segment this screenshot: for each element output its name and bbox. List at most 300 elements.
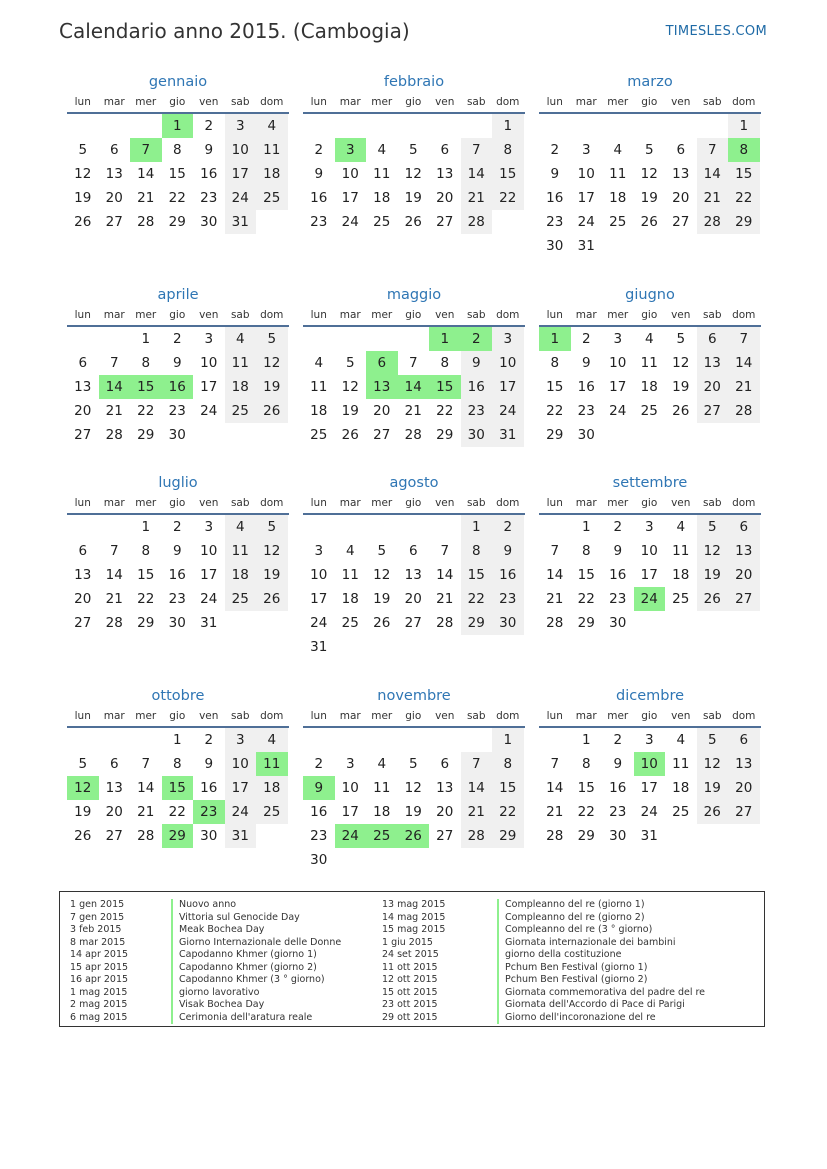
day-cell: 23 [168,403,186,419]
weekend-day-cell: 1 [492,114,524,138]
day-cell: 3 [644,519,654,535]
day-cell: 25 [373,214,391,230]
weekend-day-cell: 22 [728,186,760,210]
day-cell: 13 [74,567,92,583]
weekend-day-cell: 28 [461,210,493,234]
empty-cell [697,423,729,447]
day-cell: 12 [341,379,359,395]
day-cell: 6 [440,142,450,158]
day-cell: 30 [609,615,627,631]
day-cell: 18 [609,190,627,206]
holiday-day-cell: 1 [539,327,571,351]
weekday-header [539,95,761,114]
week-row [303,776,525,800]
day-cell: 16 [200,166,218,182]
empty-cell [697,114,729,138]
weekend-day-cell: 18 [225,375,257,399]
weekend-day-cell: 23 [461,399,493,423]
week-row [303,375,525,399]
day-cell: 11 [341,567,359,583]
day-cell: 27 [672,214,690,230]
day-cell: 8 [172,756,182,772]
weekend-day-cell: 17 [492,375,524,399]
day-cell: 23 [546,214,564,230]
weekend-day-cell: 3 [225,728,257,752]
day-cell: 22 [168,804,186,820]
holiday-day-cell: 15 [130,375,162,399]
day-cell: 23 [168,591,186,607]
day-cell: 9 [204,142,214,158]
holiday-day-cell: 1 [162,114,194,138]
weekday-label: gio [169,710,186,722]
day-cell: 9 [613,756,623,772]
day-cell: 18 [373,190,391,206]
weekend-day-cell: 14 [697,162,729,186]
day-cell: 18 [640,379,658,395]
empty-cell [728,611,760,635]
day-cell: 17 [310,591,328,607]
day-cell: 27 [404,615,422,631]
day-cell: 6 [440,756,450,772]
week-row [303,114,525,138]
day-cell: 4 [377,756,387,772]
day-cell: 8 [440,355,450,371]
legend-left-dates [70,899,128,1024]
week-row [539,587,761,611]
day-cell: 22 [577,591,595,607]
weekend-day-cell: 23 [492,587,524,611]
empty-cell [492,210,524,234]
day-cell: 21 [546,591,564,607]
weeks [67,327,289,447]
day-cell: 29 [546,427,564,443]
day-cell: 28 [404,427,422,443]
week-row [67,563,289,587]
legend-date: 14 mag 2015 [382,911,446,923]
legend-holiday-name: Visak Bochea Day [179,999,265,1010]
weekend-day-cell: 15 [492,776,524,800]
day-cell: 5 [408,756,418,772]
weekend-day-cell: 26 [697,800,729,824]
weekday-label: sab [466,309,486,321]
day-cell: 16 [310,190,328,206]
empty-cell [539,515,571,539]
empty-cell [429,635,461,659]
holiday-day-cell: 15 [429,375,461,399]
day-cell: 27 [373,427,391,443]
day-cell: 23 [310,214,328,230]
empty-cell [398,848,430,872]
month-title: novembre [377,688,451,704]
empty-cell [602,234,634,258]
weekday-label: mar [339,309,361,321]
weekend-day-cell: 20 [697,375,729,399]
weekday-label: mer [607,96,629,108]
empty-cell [366,114,398,138]
week-row [67,375,289,399]
week-row [67,138,289,162]
week-row [539,423,761,447]
day-cell: 3 [581,142,591,158]
day-cell: 7 [109,543,119,559]
weekend-day-cell: 24 [492,399,524,423]
week-row [303,515,525,539]
month-marzo [539,72,761,258]
week-row [67,327,289,351]
legend-holiday-name: Giornata dell'Accordo di Pace di Parigi [505,999,685,1010]
legend-date: 1 gen 2015 [70,899,125,910]
weekday-label: gio [405,309,422,321]
legend-date: 1 mag 2015 [70,986,128,998]
weekend-day-cell: 22 [492,186,524,210]
empty-cell [429,114,461,138]
legend-holiday-name: Pchum Ben Festival (giorno 1) [505,961,648,973]
month-title: maggio [386,287,442,303]
weekday-label: dom [260,96,284,108]
weekday-label: lun [546,497,563,509]
weekend-day-cell: 1 [461,515,493,539]
empty-cell [335,515,367,539]
week-row [539,776,761,800]
day-cell: 23 [577,403,595,419]
day-cell: 8 [172,142,182,158]
holiday-day-cell: 14 [99,375,131,399]
empty-cell [728,824,760,848]
weekday-label: gio [641,710,658,722]
day-cell: 7 [440,543,450,559]
weekend-day-cell: 14 [461,162,493,186]
weekday-label: dom [732,309,756,321]
day-cell: 16 [609,780,627,796]
weekday-label: gio [641,309,658,321]
weekday-header [539,709,761,728]
weekday-label: mar [575,309,597,321]
day-cell: 14 [137,780,155,796]
weekday-header [303,95,525,114]
weekend-day-cell: 6 [728,728,760,752]
week-row [67,186,289,210]
day-cell: 26 [341,427,359,443]
month-title: agosto [389,475,439,491]
weekend-day-cell: 6 [728,515,760,539]
weekend-day-cell: 10 [225,752,257,776]
week-row [67,587,289,611]
day-cell: 6 [109,756,119,772]
weekend-day-cell: 29 [461,611,493,635]
weekday-label: mer [135,309,157,321]
weekend-day-cell: 4 [256,114,288,138]
day-cell: 19 [640,190,658,206]
day-cell: 30 [577,427,595,443]
day-cell: 24 [200,403,218,419]
day-cell: 30 [168,615,186,631]
empty-cell [130,728,162,752]
week-row [67,728,289,752]
weekday-label: sab [702,497,722,509]
week-row [303,800,525,824]
month-title: settembre [612,475,688,491]
weekday-label: lun [310,497,327,509]
day-cell: 30 [609,828,627,844]
weekend-day-cell: 19 [697,776,729,800]
weekend-day-cell: 9 [461,351,493,375]
weekend-day-cell: 31 [492,423,524,447]
day-cell: 2 [550,142,560,158]
weekday-label: mer [135,710,157,722]
weekday-header [539,496,761,515]
day-cell: 4 [377,142,387,158]
day-cell: 6 [78,355,88,371]
weekend-day-cell: 11 [225,351,257,375]
weekend-day-cell: 15 [728,162,760,186]
weekday-header [67,95,289,114]
day-cell: 30 [168,427,186,443]
day-cell: 29 [137,427,155,443]
empty-cell [539,114,571,138]
empty-cell [602,114,634,138]
legend-date: 23 ott 2015 [382,999,438,1010]
weekend-day-cell: 5 [697,515,729,539]
empty-cell [335,848,367,872]
empty-cell [99,327,131,351]
weekend-day-cell: 4 [256,728,288,752]
empty-cell [665,114,697,138]
weekday-label: sab [702,96,722,108]
empty-cell [461,635,493,659]
weekday-label: ven [199,96,219,108]
week-row [303,210,525,234]
empty-cell [303,327,335,351]
week-row [303,327,525,351]
weekend-day-cell: 25 [256,800,288,824]
day-cell: 21 [137,804,155,820]
week-row [303,162,525,186]
day-cell: 1 [581,519,591,535]
weekday-label: mar [575,96,597,108]
day-cell: 26 [74,828,92,844]
day-cell: 10 [609,355,627,371]
month-febbraio [303,72,525,234]
weekday-label: dom [496,309,520,321]
day-cell: 12 [373,567,391,583]
site-link[interactable]: TIMESLES.COM [665,24,767,39]
week-row [67,800,289,824]
weekday-label: mer [371,96,393,108]
day-cell: 2 [613,732,623,748]
day-cell: 31 [577,238,595,254]
day-cell: 22 [137,591,155,607]
weekend-day-cell: 5 [256,327,288,351]
day-cell: 2 [172,331,182,347]
empty-cell [256,611,288,635]
legend-date: 2 mag 2015 [70,999,128,1010]
day-cell: 30 [310,852,328,868]
weekend-day-cell: 11 [256,138,288,162]
weekend-day-cell: 28 [697,210,729,234]
legend-date: 24 set 2015 [382,949,439,960]
week-row [539,800,761,824]
day-cell: 18 [672,567,690,583]
day-cell: 2 [581,331,591,347]
month-agosto [303,473,525,659]
legend-holiday-name: Giorno Internazionale delle Donne [179,936,342,948]
weekend-day-cell: 13 [728,752,760,776]
weekday-label: ven [199,710,219,722]
weekday-label: mar [339,96,361,108]
day-cell: 28 [137,828,155,844]
day-cell: 15 [137,567,155,583]
legend-holiday-name: Nuovo anno [179,899,237,910]
month-title: giugno [625,287,675,303]
empty-cell [335,728,367,752]
week-row [67,423,289,447]
day-cell: 15 [168,166,186,182]
day-cell: 21 [105,591,123,607]
empty-cell [67,515,99,539]
day-cell: 15 [577,780,595,796]
empty-cell [429,515,461,539]
day-cell: 7 [550,756,560,772]
empty-cell [602,423,634,447]
day-cell: 24 [577,214,595,230]
day-cell: 6 [109,142,119,158]
week-row [303,728,525,752]
weekend-day-cell: 12 [697,539,729,563]
week-row [67,351,289,375]
weekday-label: mer [607,309,629,321]
weekend-day-cell: 16 [461,375,493,399]
empty-cell [335,327,367,351]
weekend-day-cell: 18 [256,776,288,800]
weekday-label: lun [74,309,91,321]
day-cell: 4 [676,519,686,535]
week-row [67,515,289,539]
day-cell: 8 [141,355,151,371]
empty-cell [335,114,367,138]
weekday-header [67,709,289,728]
month-title: luglio [158,475,198,491]
legend-date: 1 giu 2015 [382,936,433,948]
weeks [303,515,525,659]
weekday-label: sab [230,96,250,108]
day-cell: 5 [78,756,88,772]
weekend-day-cell: 6 [697,327,729,351]
day-cell: 27 [74,427,92,443]
weekday-label: gio [169,497,186,509]
legend-date: 7 gen 2015 [70,911,125,923]
day-cell: 7 [109,355,119,371]
weekend-day-cell: 14 [461,776,493,800]
holiday-day-cell: 9 [303,776,335,800]
day-cell: 24 [609,403,627,419]
weekend-day-cell: 29 [492,824,524,848]
weeks [539,114,761,258]
month-title: gennaio [148,74,208,90]
weekend-day-cell: 18 [256,162,288,186]
day-cell: 15 [546,379,564,395]
day-cell: 8 [581,756,591,772]
weekday-label: mer [607,710,629,722]
weekend-day-cell: 19 [697,563,729,587]
day-cell: 3 [204,331,214,347]
day-cell: 26 [640,214,658,230]
weeks [539,515,761,635]
weekday-label: sab [230,309,250,321]
week-row [539,327,761,351]
weekday-header [303,496,525,515]
day-cell: 27 [436,828,454,844]
day-cell: 4 [613,142,623,158]
day-cell: 30 [200,828,218,844]
empty-cell [99,114,131,138]
weekday-label: mar [103,710,125,722]
day-cell: 13 [404,567,422,583]
day-cell: 17 [577,190,595,206]
day-cell: 17 [341,190,359,206]
day-cell: 8 [550,355,560,371]
day-cell: 20 [404,591,422,607]
legend-date: 15 ott 2015 [382,986,438,998]
day-cell: 12 [74,166,92,182]
empty-cell [571,114,603,138]
weekend-day-cell: 21 [728,375,760,399]
week-row [539,186,761,210]
week-row [539,351,761,375]
day-cell: 17 [640,780,658,796]
day-cell: 22 [546,403,564,419]
day-cell: 22 [137,403,155,419]
day-cell: 30 [546,238,564,254]
day-cell: 7 [141,756,151,772]
day-cell: 21 [105,403,123,419]
day-cell: 20 [105,190,123,206]
weeks [67,114,289,234]
day-cell: 5 [78,142,88,158]
week-row [303,539,525,563]
weekday-label: sab [230,497,250,509]
day-cell: 20 [373,403,391,419]
week-row [67,114,289,138]
day-cell: 16 [310,804,328,820]
weekend-day-cell: 20 [728,563,760,587]
weekday-label: sab [702,710,722,722]
day-cell: 9 [172,543,182,559]
legend-right-dates [382,899,445,1024]
day-cell: 21 [404,403,422,419]
day-cell: 3 [613,331,623,347]
weekday-label: mer [371,710,393,722]
week-row [303,351,525,375]
weekend-day-cell: 21 [461,800,493,824]
empty-cell [256,210,288,234]
legend-holiday-name: giorno della costituzione [505,949,622,960]
weekday-label: mar [575,497,597,509]
weekday-label: lun [74,96,91,108]
empty-cell [461,848,493,872]
weekday-label: mar [339,710,361,722]
weeks [539,728,761,848]
weekend-day-cell: 18 [225,563,257,587]
day-cell: 14 [546,780,564,796]
day-cell: 16 [546,190,564,206]
empty-cell [398,635,430,659]
empty-cell [697,611,729,635]
weekend-day-cell: 24 [225,800,257,824]
day-cell: 24 [640,804,658,820]
day-cell: 19 [672,379,690,395]
day-cell: 9 [204,756,214,772]
weekday-label: gio [169,96,186,108]
